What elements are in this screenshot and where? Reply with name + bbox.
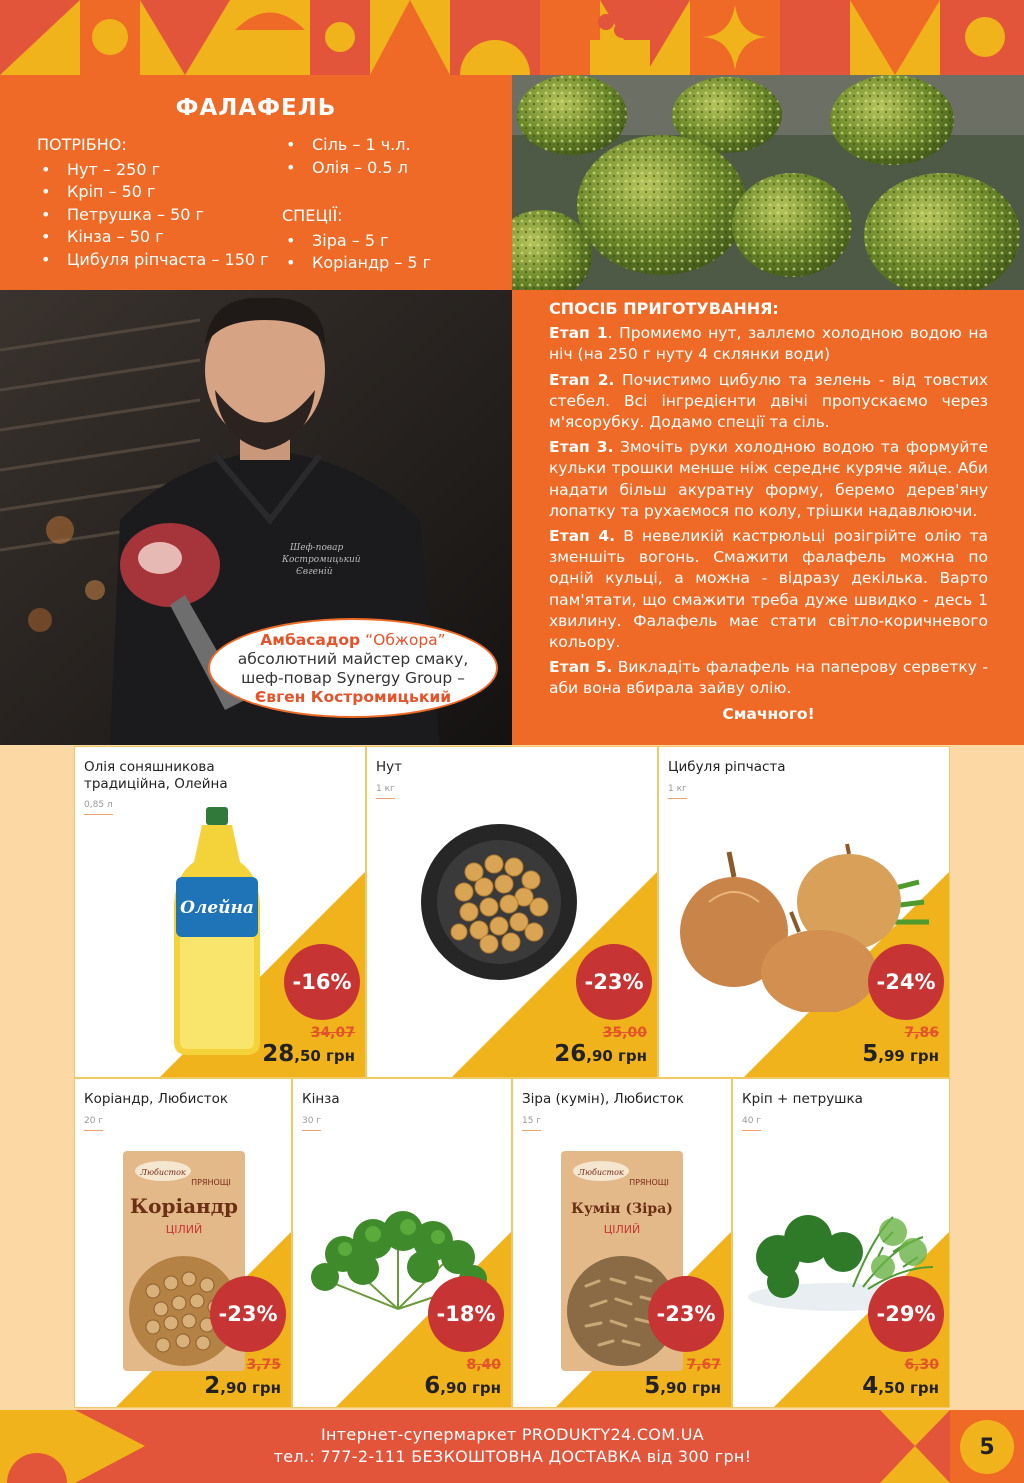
ingredient-item: • Кінза – 50 г: [37, 226, 269, 249]
old-price: 35,00: [602, 1025, 647, 1041]
method-title: СПОСІБ ПРИГОТУВАННЯ:: [549, 299, 779, 318]
spice-item: • Коріандр – 5 г: [282, 252, 431, 275]
method-step: Етап 2. Почистимо цибулю та зелень - від товстих стебел. Всі інгредієнти двічі пропускаємо через м'ясорубку. Додамо спеції та сіль.: [549, 370, 988, 432]
product-card-onion[interactable]: [658, 746, 950, 1078]
product-name: Олія соняшникова традиційна, Олейна: [84, 759, 228, 792]
old-price: 6,30: [904, 1357, 939, 1373]
chef-photo: [0, 290, 512, 745]
product-unit: 0,85 л: [84, 800, 113, 815]
svg-text:Любисток: Любисток: [140, 1168, 186, 1177]
old-price: 7,86: [904, 1025, 939, 1041]
ingredient-item: • Нут – 250 г: [37, 159, 269, 182]
new-price: 28,50 грн: [262, 1041, 355, 1067]
recipe-title: ФАЛАФЕЛЬ: [175, 95, 337, 121]
product-name: Кріп + петрушка: [742, 1091, 863, 1107]
decorative-top-band: [0, 0, 1024, 75]
falafel-photo: [512, 75, 1024, 290]
method-step: Етап 5. Викладіть фалафель на паперову серветку - аби вона вбирала зайву олію.: [549, 658, 989, 698]
old-price: 7,67: [686, 1357, 721, 1373]
new-price: 2,90 грн: [204, 1373, 281, 1399]
product-unit: 1 кг: [376, 784, 395, 799]
chef-caption-bubble: [208, 618, 498, 718]
product-unit: 40 г: [742, 1116, 761, 1131]
method-step: Етап 3. Змочіть руки холодною водою та формуйте кульки трошки менше ніж середнє куряче яйце. Аби надати більш акуратну форму, беремо дерев'яну лопатку та рухаємося по колу, трішки надавлюючи.: [549, 438, 989, 520]
spice-item: • Зіра – 5 г: [282, 230, 431, 253]
ambassador-label: Амбасадор: [260, 631, 361, 649]
new-price: 5,90 грн: [644, 1373, 721, 1399]
product-card-oil[interactable]: [74, 746, 366, 1078]
product-name: Коріандр, Любисток: [84, 1091, 229, 1107]
needed-label: ПОТРІБНО:: [37, 135, 127, 154]
new-price: 5,99 грн: [862, 1041, 939, 1067]
ingredient-item: • Цибуля ріпчаста – 150 г: [37, 249, 269, 272]
svg-text:ЦІЛИЙ: ЦІЛИЙ: [603, 1223, 641, 1236]
footer-contact: [145, 1410, 880, 1483]
footer-store-line[interactable]: Інтернет-супермаркет PRODUKTY24.COM.UA: [321, 1425, 704, 1444]
chef-name: Євген Костромицький: [254, 688, 452, 706]
recipe-ingredients-panel: [0, 75, 512, 290]
chickpeas-image: [419, 822, 579, 982]
caption-line: шеф-повар Synergy Group –: [241, 669, 465, 687]
discount-badge: -23%: [576, 944, 652, 1020]
caption-line: абсолютний майстер смаку,: [237, 650, 469, 668]
old-price: 3,75: [246, 1357, 281, 1373]
product-unit: 1 кг: [668, 784, 687, 799]
discount-badge: -18%: [428, 1276, 504, 1352]
discount-badge: -16%: [284, 944, 360, 1020]
discount-badge: -29%: [868, 1276, 944, 1352]
svg-text:ЦІЛИЙ: ЦІЛИЙ: [165, 1223, 203, 1236]
page-number: 5: [960, 1420, 1014, 1474]
product-unit: 20 г: [84, 1116, 103, 1131]
cooking-method-panel: [512, 290, 1024, 745]
ingredients-column-2: [282, 134, 431, 275]
product-card-coriander[interactable]: [74, 1078, 292, 1408]
jacket-embroidery: Шеф-повар Костромицький Євгеній: [282, 543, 361, 577]
product-card-dill-parsley[interactable]: [732, 1078, 950, 1408]
method-step: Етап 4. В невеликій кастрюльці розігрійте олію та зменшіть вогонь. Смажити фалафель можна по одній кульці, а можна - відразу декілька. Варто пам'ятати, що смажити треба дуже швидко - десь 1 хвилину. Фалафель має стати світло-коричневого кольору.: [549, 527, 988, 652]
method-closing: Смачного!: [722, 704, 815, 723]
product-card-chickpeas[interactable]: [366, 746, 658, 1078]
new-price: 6,90 грн: [424, 1373, 501, 1399]
svg-text:Кумін (Зіра): Кумін (Зіра): [571, 1201, 673, 1217]
svg-text:Олейна: Олейна: [180, 898, 254, 918]
discount-badge: -23%: [648, 1276, 724, 1352]
spices-label: СПЕЦІЇ:: [282, 206, 343, 225]
product-card-cilantro[interactable]: [292, 1078, 512, 1408]
product-name: Зіра (кумін), Любисток: [522, 1091, 684, 1107]
ingredient-item: • Сіль – 1 ч.л.: [282, 134, 431, 157]
discount-badge: -24%: [868, 944, 944, 1020]
method-step: Етап 1. Промиємо нут, заллємо холодною водою на ніч (на 250 г нуту 4 склянки води): [549, 324, 989, 364]
svg-text:ПРЯНОЩІ: ПРЯНОЩІ: [191, 1178, 231, 1187]
old-price: 34,07: [310, 1025, 355, 1041]
product-unit: 15 г: [522, 1116, 541, 1131]
ingredient-item: • Кріп – 50 г: [37, 181, 269, 204]
svg-text:Коріандр: Коріандр: [129, 1194, 239, 1218]
new-price: 4,50 грн: [862, 1373, 939, 1399]
product-unit: 30 г: [302, 1116, 321, 1131]
ingredients-column-1: [37, 134, 269, 271]
svg-text:Любисток: Любисток: [578, 1168, 624, 1177]
new-price: 26,90 грн: [554, 1041, 647, 1067]
footer-phone-line: тел.: 777-2-111 БЕЗКОШТОВНА ДОСТАВКА від 300 грн!: [273, 1447, 752, 1466]
oil-bottle-image: [170, 807, 265, 1057]
svg-text:ПРЯНОЩІ: ПРЯНОЩІ: [629, 1178, 669, 1187]
discount-badge: -23%: [210, 1276, 286, 1352]
product-name: Цибуля ріпчаста: [668, 759, 786, 775]
product-name: Нут: [376, 759, 403, 775]
product-name: Кінза: [302, 1091, 340, 1107]
ingredient-item: • Олія – 0.5 л: [282, 157, 431, 180]
product-card-cumin[interactable]: [512, 1078, 732, 1408]
brand-name: “Обжора”: [360, 631, 446, 649]
ingredient-item: • Петрушка – 50 г: [37, 204, 269, 227]
old-price: 8,40: [466, 1357, 501, 1373]
